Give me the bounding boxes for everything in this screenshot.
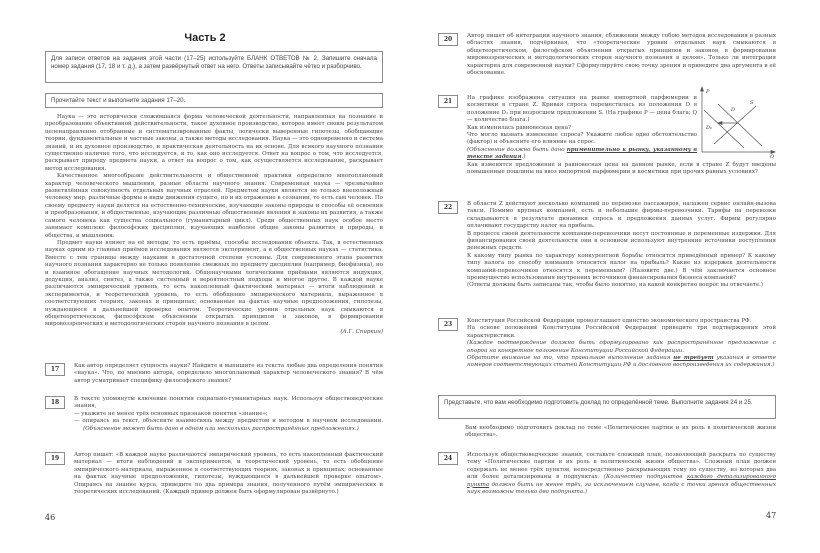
note-text: Обратите внимание на то, что правильное выполнение задания: [467, 355, 674, 362]
task-23-note1: (Каждое подтверждение должно быть сформулировано как распространённое предложение с опорой на конкретное положение Конституции Российской Федерации.: [467, 340, 776, 354]
task-text: Как автор определяет сущность науки? Найдите и выпишите из текста любые два определения понятия «наука». Что, по мнению автора, определило многоплановый характер человеческого знания? В чём автор усматривает специфику философского знания?: [74, 363, 383, 384]
task-23-note2: [467, 355, 776, 370]
task-23-p1: Конституция Российской Федерации провозглашает единство экономического пространства РФ.: [467, 318, 752, 324]
task-17: [45, 363, 383, 385]
p-axis-label: P: [706, 89, 710, 95]
task-22-p2: В процессе своей деятельности компании-перевозчики несут постоянные и переменные издержки. Для финансирования своей деятельности они в основном используют внутренние источники поступления денежных средств.: [467, 230, 776, 252]
report-topic: Вам необходимо подготовить доклад по теме «Политические партии и их роль в политической жизни общества».: [465, 425, 776, 439]
task-18: [45, 396, 383, 433]
task-text: [74, 396, 383, 433]
task-20: [438, 33, 776, 77]
task-item-text: — опираясь на текст, объясните взаимосвязь между предметом и методом в научном исследовании.: [74, 418, 383, 425]
task-note: (Объяснение может быть дано в одном или нескольких распространённых предложениях.): [83, 425, 359, 432]
read-text-box: Прочитайте текст и выполните задания 17–20.: [45, 93, 383, 108]
note-text: указания в ответе номеров соответствующих статей Конституции РФ и дословного воспроизведения их содержания.): [467, 355, 776, 369]
passage-paragraph: Наука — это исторически сложившаяся форма человеческой деятельности, направленная на познание и преобразование объективной действительности, такое духовное производство, которое имеет своим результатом целенаправленно отобранные и систематизированные факты, логически выверенные гипотезы, обобщающие теории, фундаментальные и частные законы, а также методы исследования. Наука — это одновременно и система знаний, и их духовное производство, и практическая деятельность на их основе. Для всякого научного познания существенно наличие того, что исследуется, и то, как оно исследуется. Ответ на вопрос о том, что исследуется, раскрывает природу предмета науки, а ответ на вопрос о том, как осуществляется исследование, раскрывает метод исследования.: [45, 114, 383, 172]
task-item: — укажите не менее трёх основных признаков понятия «знание»;: [74, 410, 268, 417]
note-text: (Количество подпунктов: [603, 474, 687, 481]
note-text: (Объяснение должно быть дано: [467, 146, 567, 153]
instruction-box: Для записи ответов на задания этой части (17–25) используйте БЛАНК ОТВЕТОВ № 2. Запишите сначала номер задания (17, 18 и т. д.), а затем развёрнутый ответ на него. Ответы записывайте чётко и разборчиво.: [45, 51, 383, 83]
task-22-p4: (Ответы должны быть записаны так, чтобы было понятно, на какой конкретно вопрос вы отвечаете.): [467, 282, 764, 289]
task-19: [45, 452, 383, 496]
task-number: 22: [438, 201, 458, 214]
task-text: [467, 201, 776, 290]
demand-curve-d: [718, 104, 762, 146]
passage-paragraph: Качественное многообразие действительности и общественной практики определило многоплановый характер человеческого мышления, разные области научного знания. Современная наука — чрезвычайно разветвлённая совокупность отдельных научных отраслей. Предметом науки является не только внеположный человеку мир, различные формы и виды движения сущего, но и их отражение в сознании, то есть сам человек. По своему предмету науки делятся на естественно-технические, изучающие законы природы и способы её освоения и преобразования, и общественные, изучающие различные общественные явления и законы их развития, а также самого человека как существа социального (гуманитарный цикл). Среди общественных наук особое место занимает комплекс философских дисциплин, изучающих наиболее общие законы развития и природы, и общества, и мышления.: [45, 173, 383, 239]
note-text: .): [521, 154, 526, 161]
task-22-p3: К какому типу рынка по характеру конкурентной борьбы относится приведённый пример? К какому типу налога по способу взимания относится налог на прибыль? Какие из издержек деятельности компаний-перевозчиков относятся к переменным? (Назовите две.) В чём заключается основное преимущество использования внутренних источников финансирования бизнеса компаний?: [467, 252, 776, 282]
task-23: [438, 318, 776, 370]
q-axis-label: Q: [770, 154, 775, 158]
task-21-note: [467, 147, 697, 162]
right-page: [410, 0, 820, 553]
passage-paragraph: Предмет науки влияет на её методы, то есть приёмы, способы исследования объекта. Так, в естественных науках одним из главных приёмов исследования является эксперимент, а в общественных науках — статистика. Вместе с тем границы между науками в достаточной степени условны. Для современного этапа развития научного познания характерно не только появление смежных по предмету дисциплин (например, биофизика), но и взаимное обогащение научных методологий. Общенаучными логическими приёмами являются индукция, дедукция, анализ, синтез, а также системный и вероятностный подходы и многое другое. В каждой науке различаются эмпирический уровень, то есть накопленный фактический материал — итоги наблюдений и экспериментов, и теоретический уровень, то есть обобщение эмпирического материала, выраженное в соответствующих теориях, законах и принципах; основанные на фактах научные предположения, гипотезы, нуждающиеся в дальнейшей проверке опытом. Теоретические уровни отдельных наук смыкаются в общетеоретическом, философском объяснении открытых принципов и законов, в формировании мировоззренческих и методологических сторон научного познания в целом.: [45, 239, 383, 328]
task-number: 17: [45, 363, 65, 376]
note-text: должно быть не менее трёх, за исключением случаев, когда с точки зрения общественных наук возможны только два подпункта.): [467, 481, 776, 496]
report-instruction-box: Представьте, что вам необходимо подготовить доклад по определённой теме. Выполните задания 24 и 25.: [438, 395, 776, 419]
task-22-p1: В области Z действуют несколько компаний по перевозке пассажиров, налажен сервис онлайн-вызова такси. Помимо крупных компаний, есть и небольшие фирмы-перевозчики. Тарифы на перевозки складываются в результате динамики спроса и предложения данных услуг. Фирмы регулярно оплачивают государству налог на прибыль.: [467, 201, 776, 230]
passage: [45, 114, 383, 336]
task-intro: В тексте упомянуты ключевые понятия социально-гуманитарных наук. Используя обществоведческие знания,: [74, 396, 383, 410]
page-number: 47: [766, 511, 777, 520]
task-text: [467, 318, 776, 370]
p-axis-arrow: [701, 87, 704, 91]
passage-author: (А.Г. Спиркин): [340, 328, 383, 335]
task-24-body: Используя обществоведческие знания, составьте сложный план, позволяющий раскрыть по существу тему «Политические партии и их роль в политической жизни общества». Сложный план должен содержать не менее трёх пунктов, непосредственно раскрывающих тему по существу, из которых два или более детализированы в подпунктах.: [467, 452, 776, 481]
task-number: 19: [45, 452, 65, 465]
task-number: 20: [438, 33, 458, 46]
task-number: 24: [438, 452, 458, 465]
note-emphasis: применительно к рынку, указанному в тексте задания: [467, 146, 697, 161]
page-number: 46: [45, 513, 56, 522]
curve-label-d1: D₁: [706, 125, 713, 131]
task-item: [74, 418, 383, 433]
curve-label-d: D: [731, 107, 736, 113]
task-number: 23: [438, 318, 458, 331]
task-number: 18: [45, 396, 65, 409]
task-text: [467, 452, 776, 496]
task-23-p2: На основе положений Конституции Российской Федерации приведите три подтверждения этой характеристики.: [467, 325, 776, 339]
curve-label-s: S: [750, 100, 754, 106]
note-emphasis: не требует: [673, 355, 714, 362]
part-title: Часть 2: [184, 32, 226, 44]
task-21-q2: Что могло вызвать изменение спроса? Укажите любое одно обстоятельство (фактор) и объясните его влияние на спрос.: [467, 132, 697, 146]
task-24: [438, 452, 776, 496]
task-21-intro: На графике изображена ситуация на рынке импортной парфюмерии и косметики в стране Z. Кривая спроса переместилась из положения D в положение D₁ при возросшем предложении S. (На графике P — цена блага; Q — количество блага.): [467, 95, 697, 124]
task-text: Автор пишет об интеграции научного знания, сближении между собою методов исследования в разных областях знания, подчёркивая, что «теоретические уровни отдельных наук смыкаются в общетеоретическом, философском объяснении открытых принципов и законов, в формировании мировоззренческих и методологических сторон научного познания в целом». Только ли интеграция характерна для современной науки? Сформулируйте свою точку зрения и приведите два аргумента в её обоснование.: [467, 33, 776, 77]
task-number: 21: [438, 95, 458, 108]
task-21-q1: Как изменилась равновесная цена?: [467, 124, 572, 131]
task-21-q3: Как изменятся предложение и равновесная цена на данном рынке, если в стране Z будут введены повышенные пошлины на ввоз импортной парфюмерии и косметики при прочих равных условиях?: [467, 161, 776, 176]
task-22: [438, 201, 776, 290]
task-text: Автор пишет: «В каждой науке различаются эмпирический уровень, то есть накопленный фактический материал — итоги наблюдений и экспериментов, и теоретический уровень, то есть обобщение эмпирического материала, выраженное в соответствующих теориях, законах и принципах; основанные на фактах научные предположения, гипотезы, нуждающиеся в дальнейшей проверке опытом». Опираясь на знание курса, приведите по два примера знания, полученного путём эмпирических и теоретических исследований. (Каждый пример должен быть оформулирован развёрнуто.): [74, 452, 383, 496]
supply-demand-graph: [698, 86, 778, 158]
note-underlined: каждого детализированного пункта: [467, 474, 777, 488]
